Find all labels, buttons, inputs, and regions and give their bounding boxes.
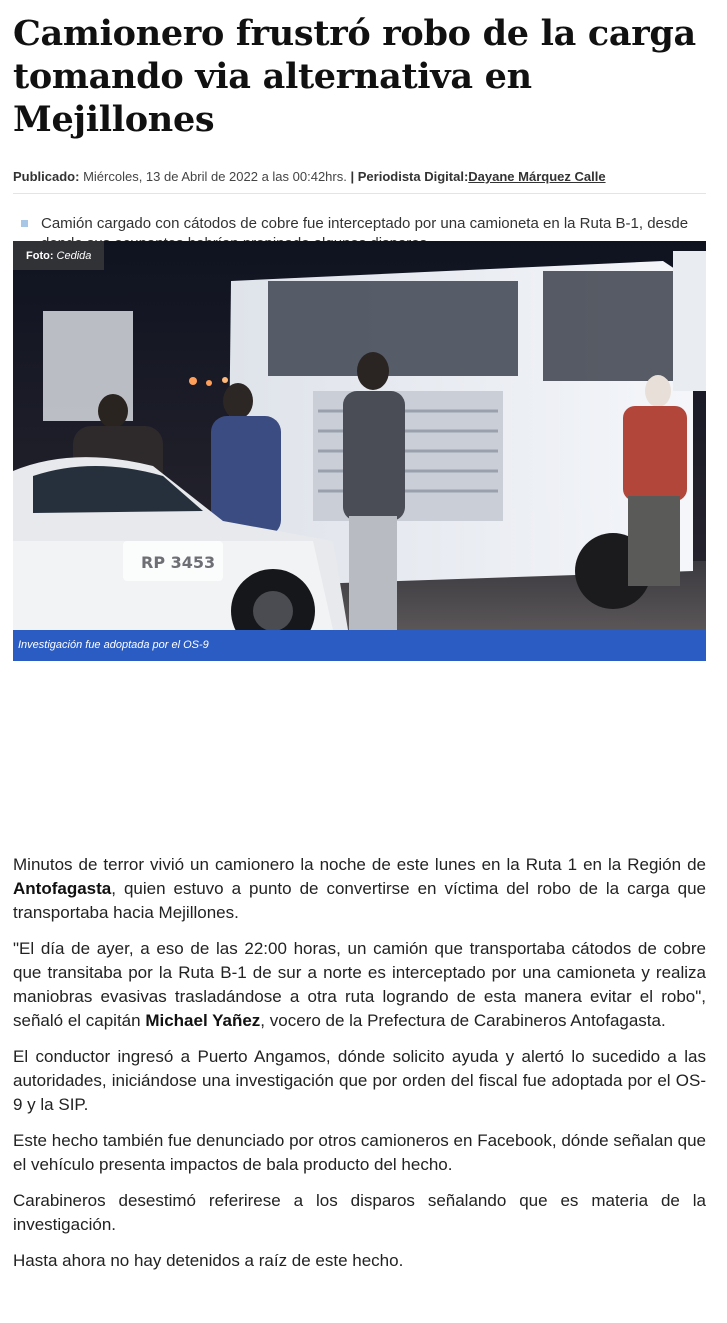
paragraph-6: Hasta ahora no hay detenidos a raíz de este hecho.	[13, 1251, 404, 1270]
paragraph-bold-person: Michael Yañez	[145, 1011, 261, 1030]
paragraph-2	[13, 937, 706, 1033]
article-figure	[13, 241, 706, 661]
paragraph-5: Carabineros desestimó referirese a los disparos señalando que es materia de la investigación.	[13, 1191, 706, 1234]
paragraph-3: El conductor ingresó a Puerto Angamos, dónde solicito ayuda y alertó lo sucedido a las autoridades, iniciándose una investigación que por orden del fiscal fue adoptada por el OS-9 y la SIP.	[13, 1047, 706, 1114]
photo-caption: Investigación fue adoptada por el OS-9	[13, 630, 706, 661]
summary-text: Camión cargado con cátodos de cobre fue interceptado por una camioneta en la Ruta B-1, desde	[41, 215, 689, 232]
police-plate-text: RP 3453	[141, 553, 216, 572]
paragraph-bold-place: Antofagasta	[13, 879, 112, 898]
paragraph-text: , quien estuvo a punto de convertirse en víctima del robo de la carga que transportaba hacia Mejillones.	[13, 879, 706, 922]
summary-bullet-icon	[21, 220, 28, 227]
article-body	[13, 853, 706, 1285]
paragraph-text: "El día de ayer, a eso de las 22:00 horas, un camión que transportaba cátodos de cobre que transitaba por la Ruta B-1 de sur a norte es interceptado por una camioneta y realiza maniobras evasivas trasladándose a otra ruta logrando de esta manera evitar el robo", señaló el capitán	[13, 939, 706, 1030]
photo-credit	[13, 241, 104, 270]
photo-credit-value: Cedida	[56, 250, 92, 262]
journalist-link[interactable]: Dayane Márquez Calle	[468, 169, 606, 184]
article-meta	[13, 169, 706, 194]
meta-separator: |	[350, 169, 355, 184]
paragraph-text: Minutos de terror vivió un camionero la noche de este lunes en la Ruta 1 en la Región de	[13, 855, 706, 874]
article-header	[13, 0, 706, 254]
paragraph-4: Este hecho también fue denunciado por otros camioneros en Facebook, dónde señalan que el vehículo presenta impactos de bala producto del hecho.	[13, 1131, 706, 1174]
photo-credit-label: Foto:	[26, 250, 54, 262]
article-photo[interactable]	[13, 241, 706, 630]
paragraph-1	[13, 853, 706, 925]
published-label: Publicado:	[13, 169, 80, 184]
journalist-label: Periodista Digital:	[357, 169, 469, 184]
article-title: Camionero frustró robo de la carga tomando via alternativa en Mejillones	[13, 13, 696, 140]
paragraph-text: , vocero de la Prefectura de Carabineros Antofagasta.	[260, 1011, 666, 1030]
published-date: Miércoles, 13 de Abril de 2022 a las 00:42hrs.	[83, 169, 347, 184]
photo-illustration	[13, 241, 706, 630]
